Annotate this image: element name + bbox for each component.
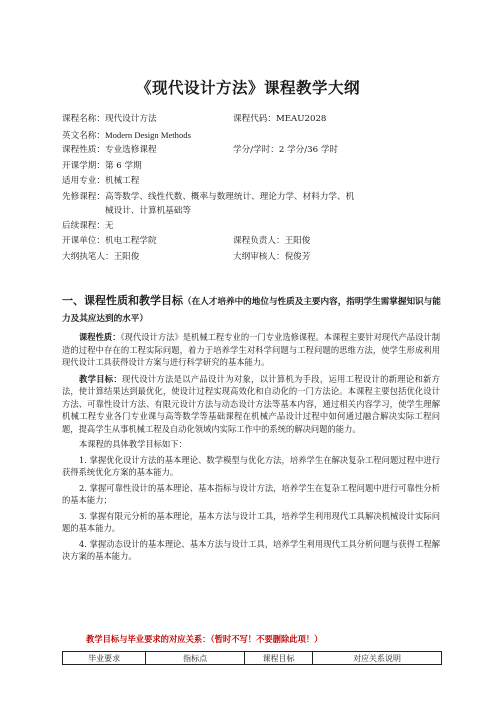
follow-course: 无 — [104, 220, 114, 231]
major: 机械工程 — [104, 176, 140, 186]
owner-label: 课程负责人： — [233, 236, 285, 246]
reviewer: 倪俊芳 — [284, 251, 311, 262]
goal-text: 现代设计方法是以产品设计为对象，以计算机为手段，运用工程设计的新理论和新方法，使计算结果达到最优化，使设计过程实现高效化和自动化的一门方法论。本课程主要包括优化设计方法、可靠性设计方法、有限元设计方法与动态设计方法等基本内容，通过相关内容学习，使学生理解机械工程专业各门专业课与高等数学等基础课程在机械产品设计过程中如何通过融合解决实际工程问题，提高学生从事机械工程及自动化领域内实际工作中的系统的解决问题的能力。 — [62, 373, 440, 434]
credit-label: 学分/学时： — [233, 145, 279, 155]
unit: 机电工程学院 — [104, 236, 157, 246]
prereq-line-1: 高等数学、线性代数、概率与数理统计、理论力学、材料力学、机 — [104, 191, 355, 202]
info-row-english — [62, 128, 442, 144]
term-label: 开课学期： — [62, 160, 105, 171]
section-heading-title: 一、课程性质和教学目标 — [62, 294, 183, 307]
nature-lead: 课程性质： — [79, 332, 121, 342]
course-code-label: 课程代码： — [233, 114, 276, 124]
course-info-block — [62, 112, 442, 265]
table-header-cell: 课程目标 — [244, 652, 312, 665]
goal-item-3: 3. 掌握有限元分析的基本理论，基本方法与设计工具，培养学生利用现代工具解决机械设计实际问题的基本能力。 — [62, 510, 440, 533]
course-name-label: 课程名称： — [62, 114, 105, 124]
goals-intro: 本课程的具体教学目标如下： — [79, 439, 187, 449]
owner: 王阳俊 — [284, 236, 311, 246]
writer: 王阳俊 — [113, 251, 140, 262]
goal-item-4: 4. 掌握动态设计的基本理论、基本方法与设计工具，培养学生利用现代工具分析问题与获得工程解决方案的基本能力。 — [62, 538, 440, 561]
info-row-major — [62, 174, 442, 190]
follow-label: 后续课程： — [62, 220, 105, 231]
info-row-follow — [62, 219, 442, 235]
goal-lead: 教学目标： — [79, 373, 123, 384]
nature-text: 《现代设计方法》是机械工程专业的一门专业选修课程。本课程主要针对现代产品设计制造的过程中存在的工程实际问题，着力于培养学生对科学问题与工程问题的思维方法，使学生形成利用现代设计工具获得设计方案与进行科学研究的基本能力。 — [62, 332, 440, 367]
goal-item-1: 1. 掌握优化设计方法的基本理论、数学模型与优化方法，培养学生在解决复杂工程问题过程中进行获得系统优化方案的基本能力。 — [62, 454, 440, 477]
mapping-note-red: 教学目标与毕业要求的对应关系：（暂时不写！不要删除此项！） — [86, 634, 323, 644]
info-row-nature-credit — [62, 143, 442, 159]
reviewer-label: 大纲审核人： — [233, 251, 285, 262]
credit-hours: 2 学分/36 学时 — [278, 145, 339, 155]
info-row-prereq — [62, 190, 442, 219]
section-heading-note: （在人才培养中的地位与性质及主要内容，指明学生需掌握知识与能力及其应达到的水平） — [62, 297, 441, 324]
nature-label: 课程性质： — [62, 145, 105, 155]
english-name: Modern Design Methods — [104, 129, 191, 140]
page-title: 《现代设计方法》课程教学大纲 — [135, 79, 360, 97]
section-heading — [62, 292, 442, 328]
info-row-name-code — [62, 112, 442, 128]
course-code: MEAU2028 — [275, 114, 327, 124]
teaching-goal-paragraph — [62, 373, 440, 436]
goal-item-2: 2. 掌握可靠性设计的基本理论、基本指标与设计方法，培养学生在复杂工程问题中进行可靠性分析的基本能力； — [62, 482, 440, 505]
info-row-writer-reviewer — [62, 250, 442, 266]
info-row-term — [62, 159, 442, 175]
english-label: 英文名称： — [62, 130, 105, 141]
table-header-cell: 指标点 — [146, 652, 245, 665]
table-header-cell: 对应关系说明 — [313, 652, 442, 665]
writer-label: 大纲执笔人： — [62, 251, 114, 262]
term: 第 6 学期 — [104, 160, 142, 171]
table-header-cell: 毕业要求 — [63, 652, 146, 665]
course-nature-paragraph — [62, 331, 440, 369]
course-nature: 专业选修课程 — [104, 145, 157, 155]
info-row-unit-owner — [62, 234, 442, 250]
unit-label: 开课单位： — [62, 236, 105, 246]
prereq-line-2: 械设计、计算机基础等 — [105, 206, 191, 216]
table-header-row — [63, 652, 442, 665]
prereq-label: 先修课程： — [62, 191, 105, 202]
major-label: 适用专业： — [62, 176, 105, 186]
section-body — [62, 331, 440, 566]
course-name: 现代设计方法 — [104, 114, 157, 124]
requirements-mapping-table — [62, 651, 442, 665]
